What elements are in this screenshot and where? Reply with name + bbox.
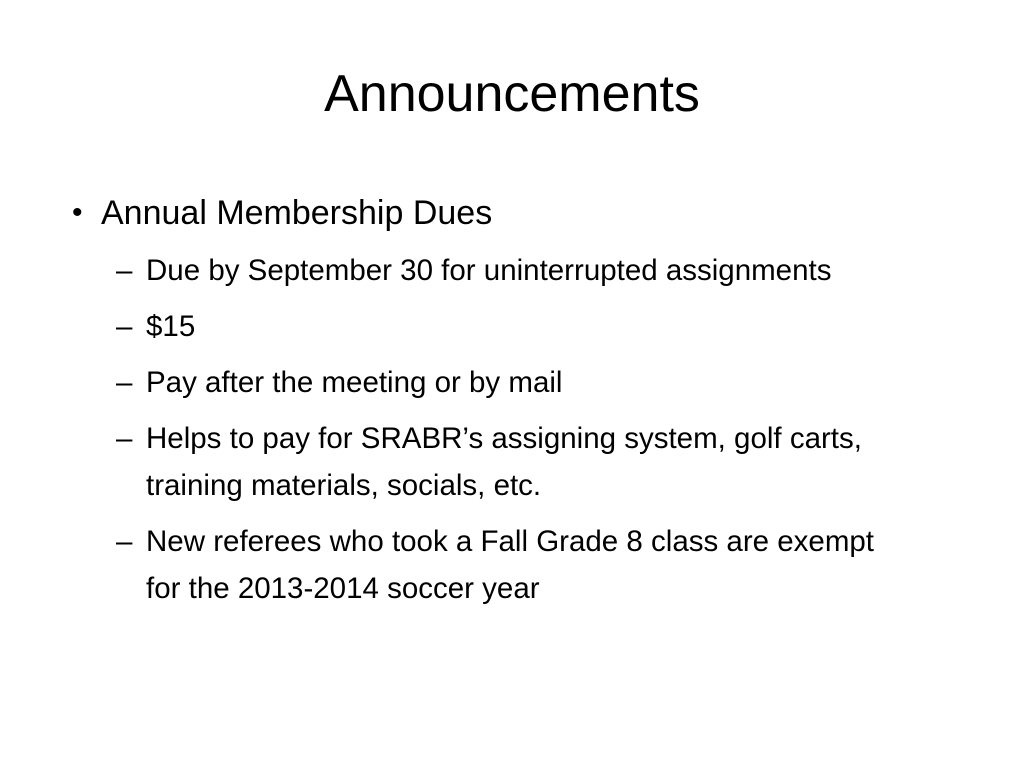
sub-bullet-item: [60, 359, 891, 406]
sub-bullet-item: [60, 415, 891, 509]
sub-bullet-text: Due by September 30 for uninterrupted assignments: [146, 254, 832, 287]
slide-body: [60, 190, 960, 612]
dash-marker: –: [116, 254, 133, 287]
sub-bullet-text: Helps to pay for SRABR’s assigning system, golf carts, training materials, socials, etc.: [146, 422, 862, 502]
sub-bullet-item: [60, 518, 891, 612]
bullet-text: Annual Membership Dues: [101, 194, 493, 232]
sub-bullet-text: $15: [146, 310, 196, 343]
bullet-item: [60, 190, 960, 236]
dash-marker: –: [116, 310, 133, 343]
slide-title: Announcements: [324, 65, 700, 123]
bullet-marker: •: [72, 196, 83, 229]
sub-bullet-text: New referees who took a Fall Grade 8 class are exempt for the 2013-2014 soccer year: [146, 525, 874, 605]
dash-marker: –: [116, 422, 133, 455]
sub-bullet-list: [60, 247, 960, 612]
dash-marker: –: [116, 366, 133, 399]
sub-bullet-item: [60, 247, 891, 294]
sub-bullet-text: Pay after the meeting or by mail: [146, 366, 563, 399]
sub-bullet-item: [60, 303, 891, 350]
dash-marker: –: [116, 525, 133, 558]
